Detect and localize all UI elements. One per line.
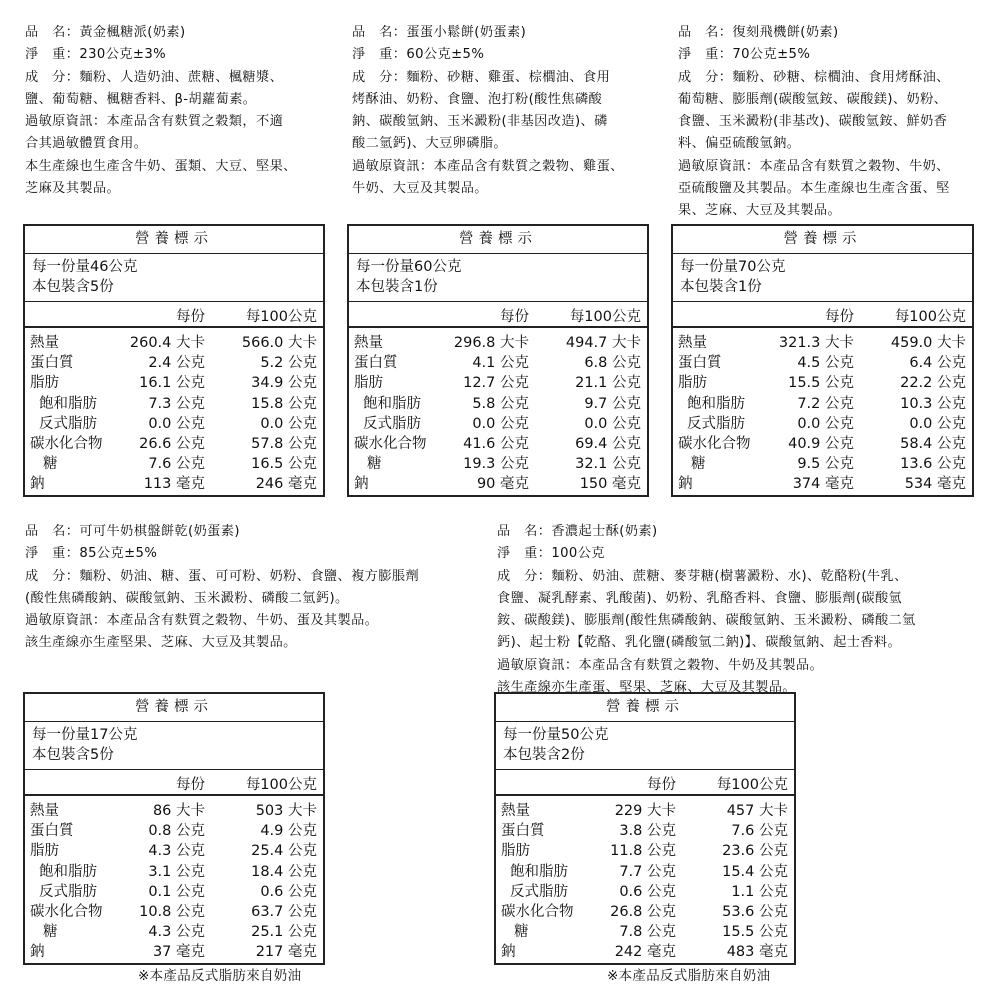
per-100g-value: 534 毫克 [904,476,966,493]
serving-info [349,254,647,302]
per-serving-value: 296.8 大卡 [453,335,529,351]
nutrient-row [25,414,323,434]
nutrient-row [496,882,794,902]
nutrient-row [25,801,323,821]
per-serving-value: 15.5 公克 [788,375,854,392]
nutrient-row [349,333,647,353]
column-header [25,770,323,796]
per-100g-value: 53.6 公克 [722,903,788,920]
nutrient-label: 碳水化合物 [30,435,103,452]
per-100g-value: 246 毫克 [255,476,317,493]
column-header [25,302,323,328]
nutrient-label: 蛋白質 [30,355,74,372]
per-serving-value: 12.7 公克 [463,375,529,392]
ingredients-line: 成 分：麵粉、奶油、蔗糖、麥芽糖(樹薯澱粉、水)、乾酪粉(牛乳、 [497,568,908,584]
per-100g-value: 23.6 公克 [722,843,788,860]
nutrition-table [347,224,649,497]
nutrient-row [25,821,323,841]
per-serving-value: 113 毫克 [143,476,205,493]
per-100g-value: 25.1 公克 [251,924,317,941]
nutrient-row [496,862,794,882]
per-100g-value: 15.5 公克 [722,924,788,941]
nutrient-label: 飽和脂肪 [687,395,745,412]
per-100g-value: 6.8 公克 [584,355,641,372]
nutrient-label: 飽和脂肪 [510,863,568,880]
servings-per-pack: 本包裝含5份 [32,747,114,763]
per-100g-header: 每100公克 [716,777,788,793]
allergen-line: 合其過敏體質食用。 [25,136,148,152]
per-100g-value: 4.9 公克 [260,823,317,840]
nutrient-row [349,474,647,494]
per-serving-value: 40.9 公克 [788,435,854,452]
product-name: 品 名：復刻飛機餅(奶素) [678,25,839,40]
per-100g-value: 25.4 公克 [251,843,317,860]
nutrition-table [23,224,325,497]
servings-per-pack: 本包裝含5份 [32,279,114,295]
nutrient-label: 碳水化合物 [354,435,427,452]
per-serving-value: 242 毫克 [614,944,676,961]
nutrient-label: 飽和脂肪 [39,395,97,412]
per-serving-value: 86 大卡 [152,803,205,819]
nutrient-row [25,333,323,353]
per-serving-value: 3.1 公克 [148,863,205,880]
per-100g-value: 58.4 公克 [900,435,966,452]
nutrient-row [673,434,972,454]
nutrient-row [673,454,972,474]
nutrition-title: 營養標示 [349,226,647,254]
per-100g-value: 15.8 公克 [251,395,317,412]
per-serving-value: 10.8 公克 [139,903,205,920]
ingredients-line: 鹽、葡萄糖、楓糖香料、β-胡蘿蔔素。 [25,91,257,107]
nutrient-label: 蛋白質 [501,823,545,840]
net-weight: 淨 重：85公克±5% [25,546,158,562]
serving-info [25,722,323,770]
nutrient-label: 反式脂肪 [687,415,745,432]
per-100g-header: 每100公克 [245,309,317,325]
ingredients-line: 銨、碳酸鎂)、膨脹劑(酸性焦磷酸鈉、碳酸氫鈉、玉米澱粉、磷酸二氫 [497,613,916,629]
ingredients-line: 烤酥油、奶粉、食鹽、泡打粉(酸性焦磷酸 [352,91,603,107]
per-100g-value: 16.5 公克 [251,456,317,473]
nutrient-row [349,353,647,373]
serving-size: 每一份量46公克 [32,259,138,275]
product-name: 品 名：蛋蛋小鬆餅(奶蛋素) [352,25,527,40]
net-weight: 淨 重：70公克±5% [678,47,811,63]
allergen-line: 過敏原資訊：本產品含有麩質之穀物、牛奶及其製品。 [497,657,824,673]
nutrient-row [25,862,323,882]
per-100g-value: 15.4 公克 [722,863,788,880]
per-serving-value: 26.6 公克 [139,435,205,452]
per-100g-value: 459.0 大卡 [890,335,966,351]
per-serving-value: 0.0 公克 [797,415,854,432]
product-name: 品 名：可可牛奶棋盤餅乾(奶蛋素) [25,524,240,539]
nutrient-label: 反式脂肪 [39,883,97,900]
nutrient-row [673,333,972,353]
nutrient-label: 鈉 [501,944,516,961]
nutrient-row [25,394,323,414]
per-serving-value: 3.8 公克 [619,823,676,840]
nutrient-row [25,841,323,861]
product-info [678,22,988,223]
per-serving-value: 229 大卡 [614,803,676,819]
nutrient-row [25,353,323,373]
per-serving-value: 0.0 公克 [472,415,529,432]
per-100g-value: 5.2 公克 [260,355,317,372]
serving-size: 每一份量60公克 [356,259,462,275]
nutrient-row [349,454,647,474]
nutrient-row [349,373,647,393]
nutrient-label: 蛋白質 [678,355,722,372]
servings-per-pack: 本包裝含2份 [503,747,585,763]
nutrition-table [23,692,325,965]
per-100g-value: 0.0 公克 [909,415,966,432]
nutrient-row [25,902,323,922]
nutrient-label: 熱量 [678,335,707,351]
nutrient-row [673,373,972,393]
serving-info [25,254,323,302]
per-100g-value: 0.0 公克 [584,415,641,432]
per-serving-value: 4.3 公克 [148,924,205,941]
serving-size: 每一份量17公克 [32,727,138,743]
per-100g-value: 18.4 公克 [251,863,317,880]
nutrient-label: 碳水化合物 [678,435,751,452]
product-name: 品 名：黃金楓糖派(奶素) [25,25,186,40]
nutrient-row [25,434,323,454]
per-100g-value: 13.6 公克 [900,456,966,473]
per-serving-value: 5.8 公克 [472,395,529,412]
per-100g-value: 9.7 公克 [584,395,641,412]
production-line-note: 果、芝麻、大豆及其製品。 [678,203,842,219]
serving-info [673,254,972,302]
per-100g-value: 0.0 公克 [260,415,317,432]
nutrient-label: 熱量 [30,803,59,819]
per-100g-value: 22.2 公克 [900,375,966,392]
nutrient-row [25,474,323,494]
per-serving-value: 2.4 公克 [148,355,205,372]
nutrient-row [496,821,794,841]
per-100g-value: 457 大卡 [726,803,788,819]
nutrient-label: 脂肪 [30,843,59,860]
nutrient-label: 熱量 [354,335,383,351]
per-100g-value: 0.6 公克 [260,883,317,900]
nutrient-row [25,942,323,962]
per-serving-value: 260.4 大卡 [129,335,205,351]
per-100g-value: 21.1 公克 [575,375,641,392]
trans-fat-note: ※本產品反式脂肪來自奶油 [138,968,302,984]
per-100g-header: 每100公克 [569,309,641,325]
per-100g-value: 503 大卡 [255,803,317,819]
nutrient-label: 糖 [43,924,58,941]
nutrient-row [349,414,647,434]
nutrient-label: 脂肪 [354,375,383,392]
per-100g-value: 483 毫克 [726,944,788,961]
nutrient-row [496,841,794,861]
ingredients-line: 成 分：麵粉、砂糖、雞蛋、棕櫚油、食用 [352,69,611,85]
per-serving-value: 0.1 公克 [148,883,205,900]
nutrition-table [671,224,974,497]
per-100g-value: 32.1 公克 [575,456,641,473]
nutrient-label: 鈉 [678,476,693,493]
nutrient-label: 脂肪 [678,375,707,392]
nutrition-title: 營養標示 [496,694,794,722]
per-serving-value: 374 毫克 [792,476,854,493]
nutrient-row [496,922,794,942]
ingredients-line: 成 分：麵粉、人造奶油、蔗糖、楓糖漿、 [25,69,284,85]
per-serving-value: 7.6 公克 [148,456,205,473]
per-serving-header: 每份 [825,309,854,325]
nutrient-label: 熱量 [30,335,59,351]
nutrient-row [25,882,323,902]
nutrient-row [496,801,794,821]
nutrient-label: 碳水化合物 [501,903,574,920]
per-100g-value: 34.9 公克 [251,375,317,392]
nutrient-label: 反式脂肪 [363,415,421,432]
production-line-note: 本生產線也生產含牛奶、蛋類、大豆、堅果、 [25,158,297,174]
servings-per-pack: 本包裝含1份 [356,279,438,295]
ingredients-line: 鈉、碳酸氫鈉、玉米澱粉(非基因改造)、磷 [352,114,608,130]
nutrient-label: 鈉 [30,476,45,493]
nutrient-label: 脂肪 [30,375,59,392]
trans-fat-note: ※本產品反式脂肪來自奶油 [607,968,771,984]
nutrient-row [25,373,323,393]
per-100g-value: 7.6 公克 [731,823,788,840]
ingredients-line: 成 分：麵粉、奶油、糖、蛋、可可粉、奶粉、食鹽、複方膨脹劑 [25,568,420,584]
product-info [25,521,485,655]
nutrition-table [494,692,796,965]
ingredients-line: 料、偏亞硫酸氫鈉。 [678,136,801,152]
ingredients-line: 酸二氫鈣)、大豆卵磷脂。 [352,136,508,152]
nutrient-label: 飽和脂肪 [39,863,97,880]
production-line-note: 該生產線亦生產堅果、芝麻、大豆及其製品。 [25,635,297,651]
per-serving-value: 7.8 公克 [619,924,676,941]
nutrient-row [673,394,972,414]
ingredients-line: (酸性焦磷酸鈉、碳酸氫鈉、玉米澱粉、磷酸二氫鈣)。 [25,590,349,606]
allergen-line: 亞硫酸鹽及其製品。本生產線也生產含蛋、堅 [678,181,950,197]
product-name: 品 名：香濃起士酥(奶素) [497,524,658,539]
nutrient-row [25,454,323,474]
nutrient-row [673,474,972,494]
nutrient-label: 反式脂肪 [39,415,97,432]
per-100g-value: 217 毫克 [255,944,317,961]
nutrient-row [349,434,647,454]
allergen-line: 過敏原資訊：本產品含有麩質之穀物、牛奶、蛋及其製品。 [25,613,379,629]
ingredients-line: 成 分：麵粉、砂糖、棕櫚油、食用烤酥油、 [678,69,950,85]
per-serving-value: 37 毫克 [152,944,205,961]
net-weight: 淨 重：100公克 [497,546,605,562]
nutrition-title: 營養標示 [673,226,972,254]
nutrient-row [673,414,972,434]
per-serving-value: 90 毫克 [476,476,529,493]
per-serving-value: 4.3 公克 [148,843,205,860]
per-serving-value: 41.6 公克 [463,435,529,452]
column-header [496,770,794,796]
net-weight: 淨 重：60公克±5% [352,47,485,63]
per-100g-value: 69.4 公克 [575,435,641,452]
nutrient-label: 熱量 [501,803,530,819]
nutrient-row [349,394,647,414]
per-100g-value: 57.8 公克 [251,435,317,452]
servings-per-pack: 本包裝含1份 [680,279,762,295]
per-serving-value: 0.6 公克 [619,883,676,900]
per-serving-header: 每份 [500,309,529,325]
production-line-note: 該生產線亦生產蛋、堅果、芝麻、大豆及其製品。 [497,680,796,696]
allergen-line: 過敏原資訊：本產品含有麩質之穀物、雞蛋、 [352,158,624,174]
nutrient-label: 反式脂肪 [510,883,568,900]
nutrient-label: 糖 [43,456,58,473]
per-serving-value: 0.0 公克 [148,415,205,432]
per-100g-value: 494.7 大卡 [565,335,641,351]
per-serving-header: 每份 [176,777,205,793]
nutrient-label: 鈉 [354,476,369,493]
per-100g-value: 1.1 公克 [731,883,788,900]
serving-size: 每一份量50公克 [503,727,609,743]
per-serving-header: 每份 [176,309,205,325]
nutrient-label: 鈉 [30,944,45,961]
per-serving-value: 7.2 公克 [797,395,854,412]
nutrient-label: 蛋白質 [30,823,74,840]
nutrient-label: 糖 [367,456,382,473]
per-serving-value: 4.5 公克 [797,355,854,372]
per-serving-value: 9.5 公克 [797,456,854,473]
serving-size: 每一份量70公克 [680,259,786,275]
per-100g-value: 150 毫克 [579,476,641,493]
per-100g-header: 每100公克 [245,777,317,793]
nutrient-row [25,922,323,942]
per-serving-value: 321.3 大卡 [778,335,854,351]
ingredients-line: 食鹽、凝乳酵素、乳酸菌)、奶粉、乳酪香料、食鹽、膨脹劑(碳酸氫 [497,590,903,606]
product-info [352,22,652,200]
production-line-note: 芝麻及其製品。 [25,181,121,197]
product-info [25,22,335,200]
per-serving-value: 26.8 公克 [610,903,676,920]
allergen-line: 過敏原資訊：本產品含有麩質之穀類，不適 [25,114,284,130]
column-header [673,302,972,328]
per-100g-value: 566.0 大卡 [241,335,317,351]
nutrient-label: 碳水化合物 [30,903,103,920]
nutrition-title: 營養標示 [25,226,323,254]
ingredients-line: 食鹽、玉米澱粉(非基改)、碳酸氫銨、鮮奶香 [678,114,948,130]
per-serving-value: 19.3 公克 [463,456,529,473]
allergen-line: 牛奶、大豆及其製品。 [352,181,488,197]
nutrient-label: 蛋白質 [354,355,398,372]
ingredients-line: 葡萄糖、膨脹劑(碳酸氫銨、碳酸鎂)、奶粉、 [678,91,948,107]
nutrient-row [496,942,794,962]
per-serving-value: 0.8 公克 [148,823,205,840]
per-100g-header: 每100公克 [894,309,966,325]
column-header [349,302,647,328]
nutrient-label: 糖 [514,924,529,941]
nutrition-title: 營養標示 [25,694,323,722]
net-weight: 淨 重：230公克±3% [25,47,167,63]
serving-info [496,722,794,770]
per-serving-value: 7.7 公克 [619,863,676,880]
per-serving-value: 16.1 公克 [139,375,205,392]
per-serving-value: 7.3 公克 [148,395,205,412]
nutrient-label: 脂肪 [501,843,530,860]
per-serving-value: 11.8 公克 [610,843,676,860]
ingredients-line: 鈣)、起士粉【乾酪、乳化鹽(磷酸氫二鈉)】、碳酸氫鈉、起士香料。 [497,635,902,651]
per-serving-value: 4.1 公克 [472,355,529,372]
nutrient-row [496,902,794,922]
nutrient-label: 糖 [691,456,706,473]
per-serving-header: 每份 [647,777,676,793]
per-100g-value: 63.7 公克 [251,903,317,920]
product-info [497,521,987,699]
per-100g-value: 6.4 公克 [909,355,966,372]
per-100g-value: 10.3 公克 [900,395,966,412]
nutrient-label: 飽和脂肪 [363,395,421,412]
allergen-line: 過敏原資訊：本產品含有麩質之穀物、牛奶、 [678,158,950,174]
nutrient-row [673,353,972,373]
